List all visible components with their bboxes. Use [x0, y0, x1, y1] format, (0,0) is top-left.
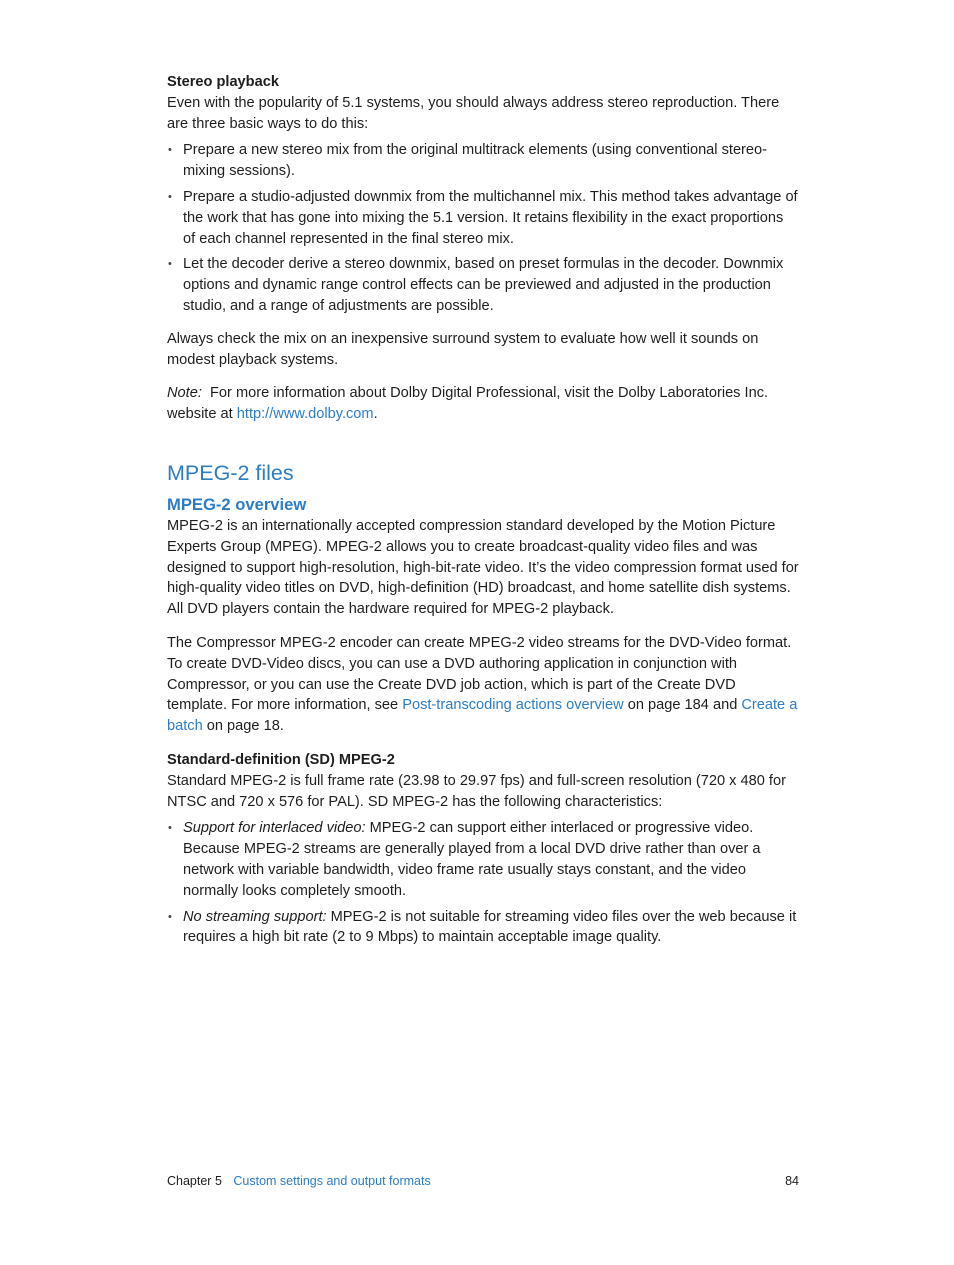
sd-mpeg2-paragraph: Standard MPEG-2 is full frame rate (23.98 to 29.97 fps) and full-screen resolution (720 x 480 for NTSC and 720 x 576 for PAL). SD MPEG-2 has the following characteristics: [167, 772, 786, 810]
note-label: Note: [167, 385, 202, 402]
characteristic-text: MPEG-2 is not suitable for streaming video files over the web because it requires a high bit rate (2 to 9 Mbps) to maintain acceptable image quality. [183, 908, 797, 946]
page-body [167, 72, 799, 960]
page-footer [167, 1172, 799, 1190]
encoder-text-start: The Compressor MPEG-2 encoder can create MPEG-2 video streams for the DVD-Video format. To create DVD-Video discs, you can use a DVD authoring application in conjunction with Compressor, or you can use the Create DVD job action, which is part of the Create DVD template. For more information, see [167, 634, 792, 714]
characteristic-text: MPEG-2 can support either interlaced or progressive video. Because MPEG-2 streams are generally played from a local DVD drive rather than over a network with variable bandwidth, video frame rate usually stays constant, and the video normally looks completely smooth. [183, 820, 761, 899]
list-item: • Prepare a new stereo mix from the original multitrack elements (using conventional stereo-mixing sessions). [167, 140, 799, 182]
note-text: For more information about Dolby Digital Professional, visit the Dolby Laboratories Inc. website at [167, 385, 769, 423]
dolby-link[interactable]: http://www.dolby.com [236, 406, 374, 423]
check-mix-paragraph: Always check the mix on an inexpensive surround system to evaluate how well it sounds on modest playback systems. [167, 330, 759, 368]
stereo-intro-paragraph: Even with the popularity of 5.1 systems, you should always address stereo reproduction. There are three basic ways to do this: [167, 94, 780, 132]
mpeg2-overview-paragraph: MPEG-2 is an internationally accepted compression standard developed by the Motion Picture Experts Group (MPEG). MPEG-2 allows you to create broadcast-quality video files and was designed to support high-resolution, high-bit-rate video. It’s the video compression format used for high-quality video titles on DVD, high-definition (HD) broadcast, and home satellite dish systems. All DVD players contain the hardware required for MPEG-2 playback. [167, 517, 799, 618]
list-item [167, 907, 799, 949]
stereo-options-list [167, 140, 799, 316]
encoder-text-end: on page 18. [206, 718, 284, 735]
post-transcoding-link[interactable]: Post-transcoding actions overview [402, 697, 624, 714]
sd-mpeg2-heading: Standard-definition (SD) MPEG-2 [167, 751, 395, 768]
list-item [167, 818, 799, 901]
note-end: . [373, 406, 378, 423]
encoder-paragraph [167, 633, 799, 737]
list-item: • Prepare a studio-adjusted downmix from the multichannel mix. This method takes advantage of the work that has gone into mixing the 5.1 version. It retains flexibility in the exact proportions of each channel represented in the final stereo mix. [167, 187, 799, 249]
footer-chapter: Chapter 5 [167, 1174, 222, 1188]
mpeg2-overview-heading: MPEG-2 overview [167, 494, 307, 514]
characteristic-label: No streaming support: [183, 908, 327, 925]
list-item: • Let the decoder derive a stereo downmix, based on preset formulas in the decoder. Downmix options and dynamic range control effects can be previewed and adjusted in the production studio, and a range of adjustments are possible. [167, 254, 799, 316]
characteristic-label: Support for interlaced video: [183, 820, 366, 837]
page-number: 84 [785, 1174, 799, 1188]
create-batch-link[interactable]: Create a batch [167, 697, 798, 735]
stereo-playback-heading: Stereo playback [167, 74, 279, 90]
sd-characteristics-list [167, 818, 799, 948]
mpeg2-files-heading: MPEG-2 files [167, 460, 294, 485]
note-paragraph [167, 383, 799, 425]
encoder-text-mid: on page 184 and [627, 697, 738, 714]
footer-chapter-title-link[interactable]: Custom settings and output formats [233, 1174, 431, 1188]
